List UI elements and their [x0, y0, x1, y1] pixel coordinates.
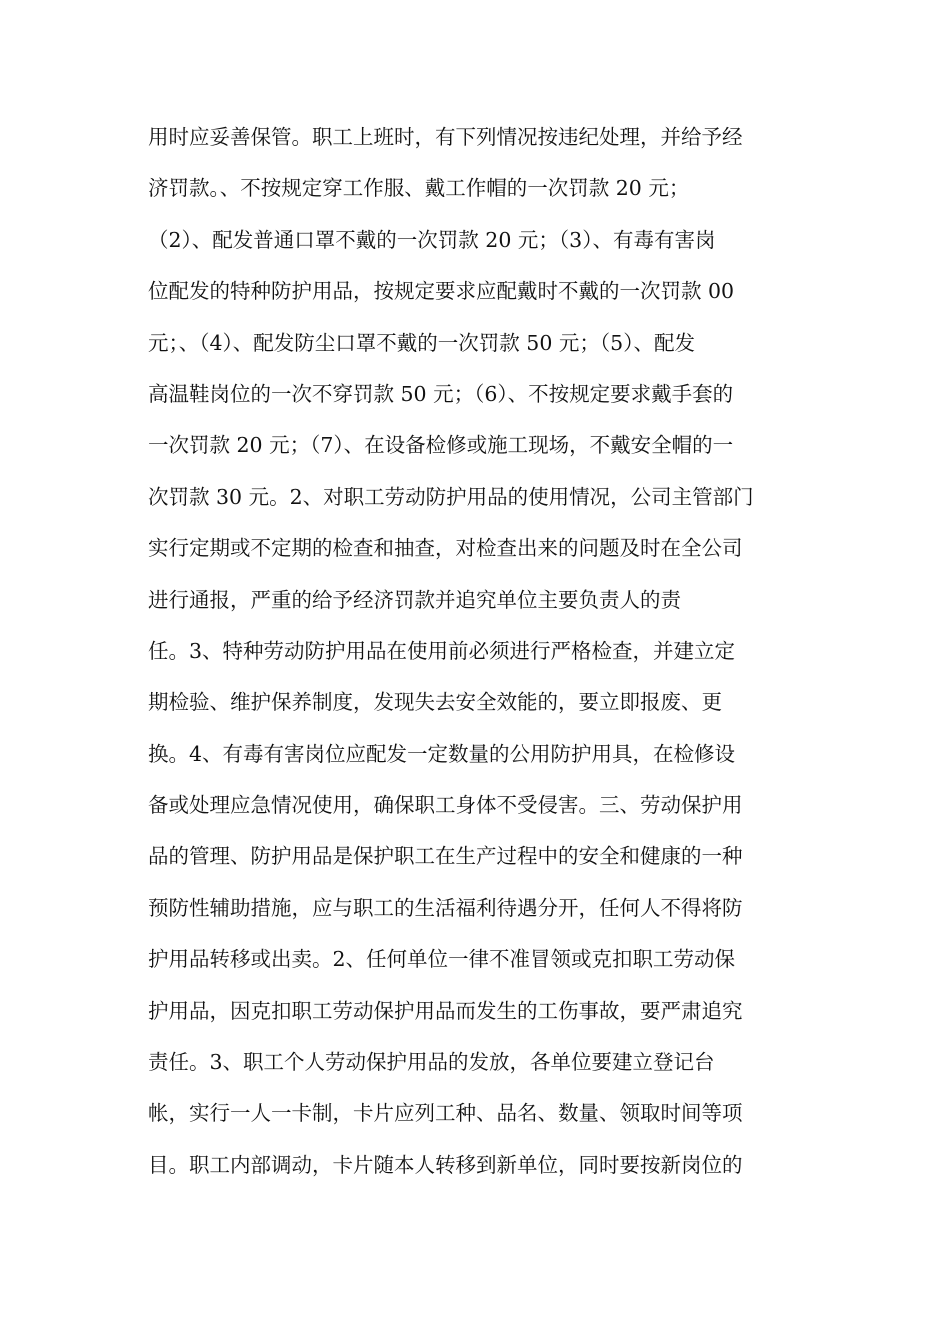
- text-line-15: 品的管理、防护用品是保护职工在生产过程中的安全和健康的一种: [148, 844, 743, 869]
- text-line-19: 责任。3、职工个人劳动保护用品的发放，各单位要建立登记台: [148, 1050, 715, 1075]
- text-line-14: 备或处理应急情况使用，确保职工身体不受侵害。三、劳动保护用: [148, 793, 743, 818]
- text-line-20: 帐，实行一人一卡制，卡片应列工种、品名、数量、领取时间等项: [148, 1101, 743, 1126]
- text-line-17: 护用品转移或出卖。2、任何单位一律不准冒领或克扣职工劳动保: [148, 947, 736, 972]
- text-line-16: 预防性辅助措施，应与职工的生活福利待遇分开，任何人不得将防: [148, 895, 743, 920]
- text-line-3: （2）、配发普通口罩不戴的一次罚款 20 元；（3）、有毒有害岗: [148, 227, 716, 252]
- text-line-5: 元；、（4）、配发防尘口罩不戴的一次罚款 50 元；（5）、配发: [148, 330, 695, 355]
- text-line-21: 目。职工内部调动，卡片随本人转移到新单位，同时要按新岗位的: [148, 1152, 743, 1177]
- text-line-12: 期检验、维护保养制度，发现失去安全效能的，要立即报废、更: [148, 690, 722, 715]
- text-line-10: 进行通报，严重的给予经济罚款并追究单位主要负责人的责: [148, 587, 681, 612]
- text-line-18: 护用品，因克扣职工劳动保护用品而发生的工伤事故，要严肃追究: [148, 998, 743, 1023]
- text-line-11: 任。3、特种劳动防护用品在使用前必须进行严格检查，并建立定: [148, 638, 736, 663]
- text-line-9: 实行定期或不定期的检查和抽查，对检查出来的问题及时在全公司: [148, 536, 743, 561]
- text-line-7: 一次罚款 20 元；（7）、在设备检修或施工现场，不戴安全帽的一: [148, 433, 734, 458]
- text-line-6: 高温鞋岗位的一次不穿罚款 50 元；（6）、不按规定要求戴手套的: [148, 381, 734, 406]
- text-line-1: 用时应妥善保管。职工上班时，有下列情况按违纪处理，并给予经: [148, 125, 743, 149]
- text-line-4: 位配发的特种防护用品，按规定要求应配戴时不戴的一次罚款 00: [148, 279, 735, 304]
- text-line-8: 次罚款 30 元。2、对职工劳动防护用品的使用情况，公司主管部门: [148, 484, 754, 509]
- body-text: [148, 112, 808, 1191]
- text-line-2: 济罚款。、不按规定穿工作服、戴工作帽的一次罚款 20 元；: [148, 176, 690, 201]
- text-line-13: 换。4、有毒有害岗位应配发一定数量的公用防护用具，在检修设: [148, 741, 736, 766]
